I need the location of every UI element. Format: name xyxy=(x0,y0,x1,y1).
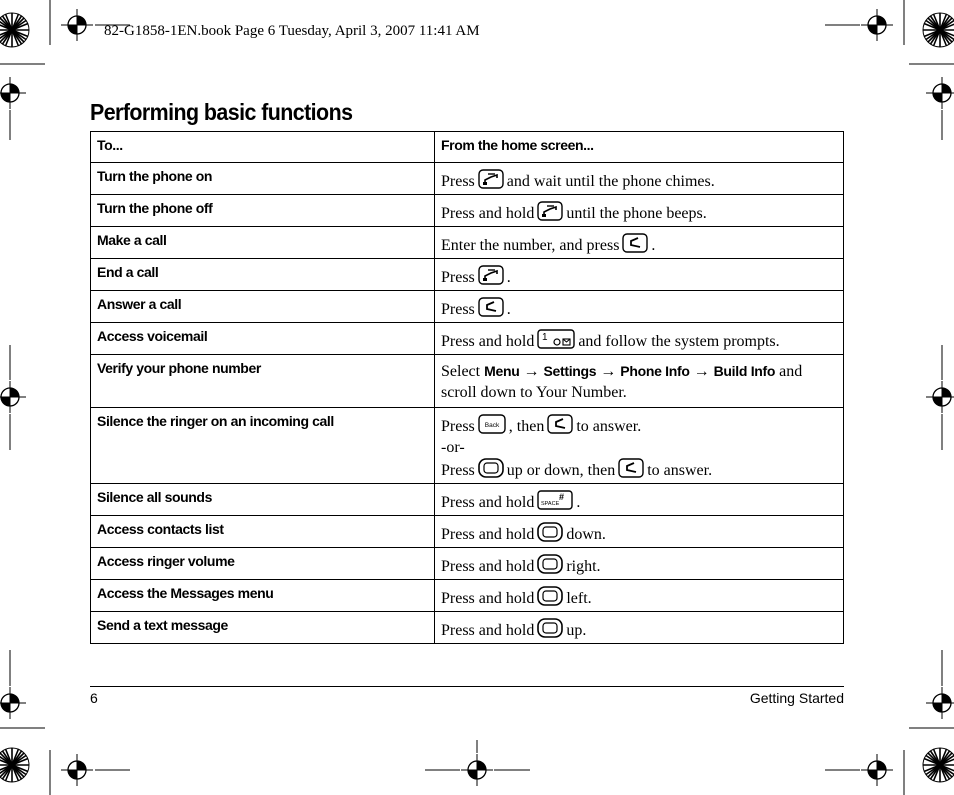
table-row xyxy=(91,259,844,291)
svg-text:SPACE: SPACE xyxy=(541,501,560,507)
functions-table xyxy=(90,131,844,644)
column-header-action: From the home screen... xyxy=(435,132,844,163)
voicemail-key-icon xyxy=(537,329,575,349)
task-label: Silence all sounds xyxy=(97,489,212,505)
nav-key-icon xyxy=(537,522,563,542)
table-row xyxy=(91,484,844,516)
table-row xyxy=(91,355,844,408)
action-text: Press and hold 1 and follow the system prompts. xyxy=(435,323,843,352)
task-label: Turn the phone off xyxy=(97,200,213,216)
svg-text:1: 1 xyxy=(542,332,548,343)
task-label: Access voicemail xyxy=(97,328,208,344)
action-text: Press Back , then to answer. -or- Press up or down, then to answer. xyxy=(435,408,843,481)
svg-text:#: # xyxy=(559,492,565,502)
section-name: Getting Started xyxy=(749,690,844,706)
table-row xyxy=(91,580,844,612)
send-key-icon xyxy=(478,297,504,317)
nav-key-icon xyxy=(478,458,504,478)
table-row xyxy=(91,291,844,323)
action-text: Press and hold left. xyxy=(435,580,843,609)
nav-key-icon xyxy=(537,554,563,574)
action-text: Press . xyxy=(435,259,843,288)
action-text: Press and wait until the phone chimes. xyxy=(435,163,843,192)
nav-key-icon xyxy=(537,586,563,606)
task-label: Access the Messages menu xyxy=(97,585,274,601)
task-label: Turn the phone on xyxy=(97,168,213,184)
table-row xyxy=(91,323,844,355)
action-text: Enter the number, and press . xyxy=(435,227,843,256)
task-label: Access contacts list xyxy=(97,521,224,537)
table-row xyxy=(91,227,844,259)
nav-key-icon xyxy=(537,618,563,638)
task-label: Make a call xyxy=(97,232,167,248)
action-text: Press and hold up. xyxy=(435,612,843,641)
table-row xyxy=(91,408,844,484)
task-label: Verify your phone number xyxy=(97,360,261,376)
task-label: Answer a call xyxy=(97,296,182,312)
table-row xyxy=(91,163,844,195)
send-key-icon xyxy=(622,233,648,253)
page-title: Performing basic functions xyxy=(90,99,353,125)
print-slug: 82-G1858-1EN.book Page 6 Tuesday, April 3, 2007 11:41 AM xyxy=(104,23,480,39)
table-row xyxy=(91,195,844,227)
action-text: Press and hold right. xyxy=(435,548,843,577)
end-key-icon xyxy=(537,201,563,221)
send-key-icon xyxy=(618,458,644,478)
task-label: Send a text message xyxy=(97,617,228,633)
column-header-task: To... xyxy=(91,132,435,163)
table-row xyxy=(91,612,844,644)
space-key-icon xyxy=(537,490,573,510)
table-header-row xyxy=(91,132,844,163)
task-label: End a call xyxy=(97,264,159,280)
action-text: Press and hold SPACE # . xyxy=(441,492,581,511)
page-number: 6 xyxy=(90,690,98,706)
action-text: Press . xyxy=(435,291,843,320)
end-key-icon xyxy=(478,265,504,285)
action-text: Press and hold down. xyxy=(435,516,843,545)
action-text: Press and hold until the phone beeps. xyxy=(435,195,843,224)
task-label: Access ringer volume xyxy=(97,553,235,569)
table-row xyxy=(91,516,844,548)
svg-text:Back: Back xyxy=(484,422,500,429)
table-row xyxy=(91,548,844,580)
task-label: Silence the ringer on an incoming call xyxy=(97,413,334,429)
send-key-icon xyxy=(547,414,573,434)
footer-rule xyxy=(90,686,844,687)
end-key-icon xyxy=(478,169,504,189)
back-key-icon xyxy=(478,414,506,434)
action-text: Select Menu → Settings → Phone Info → Build Info and scroll down to Your Number. xyxy=(441,363,803,401)
